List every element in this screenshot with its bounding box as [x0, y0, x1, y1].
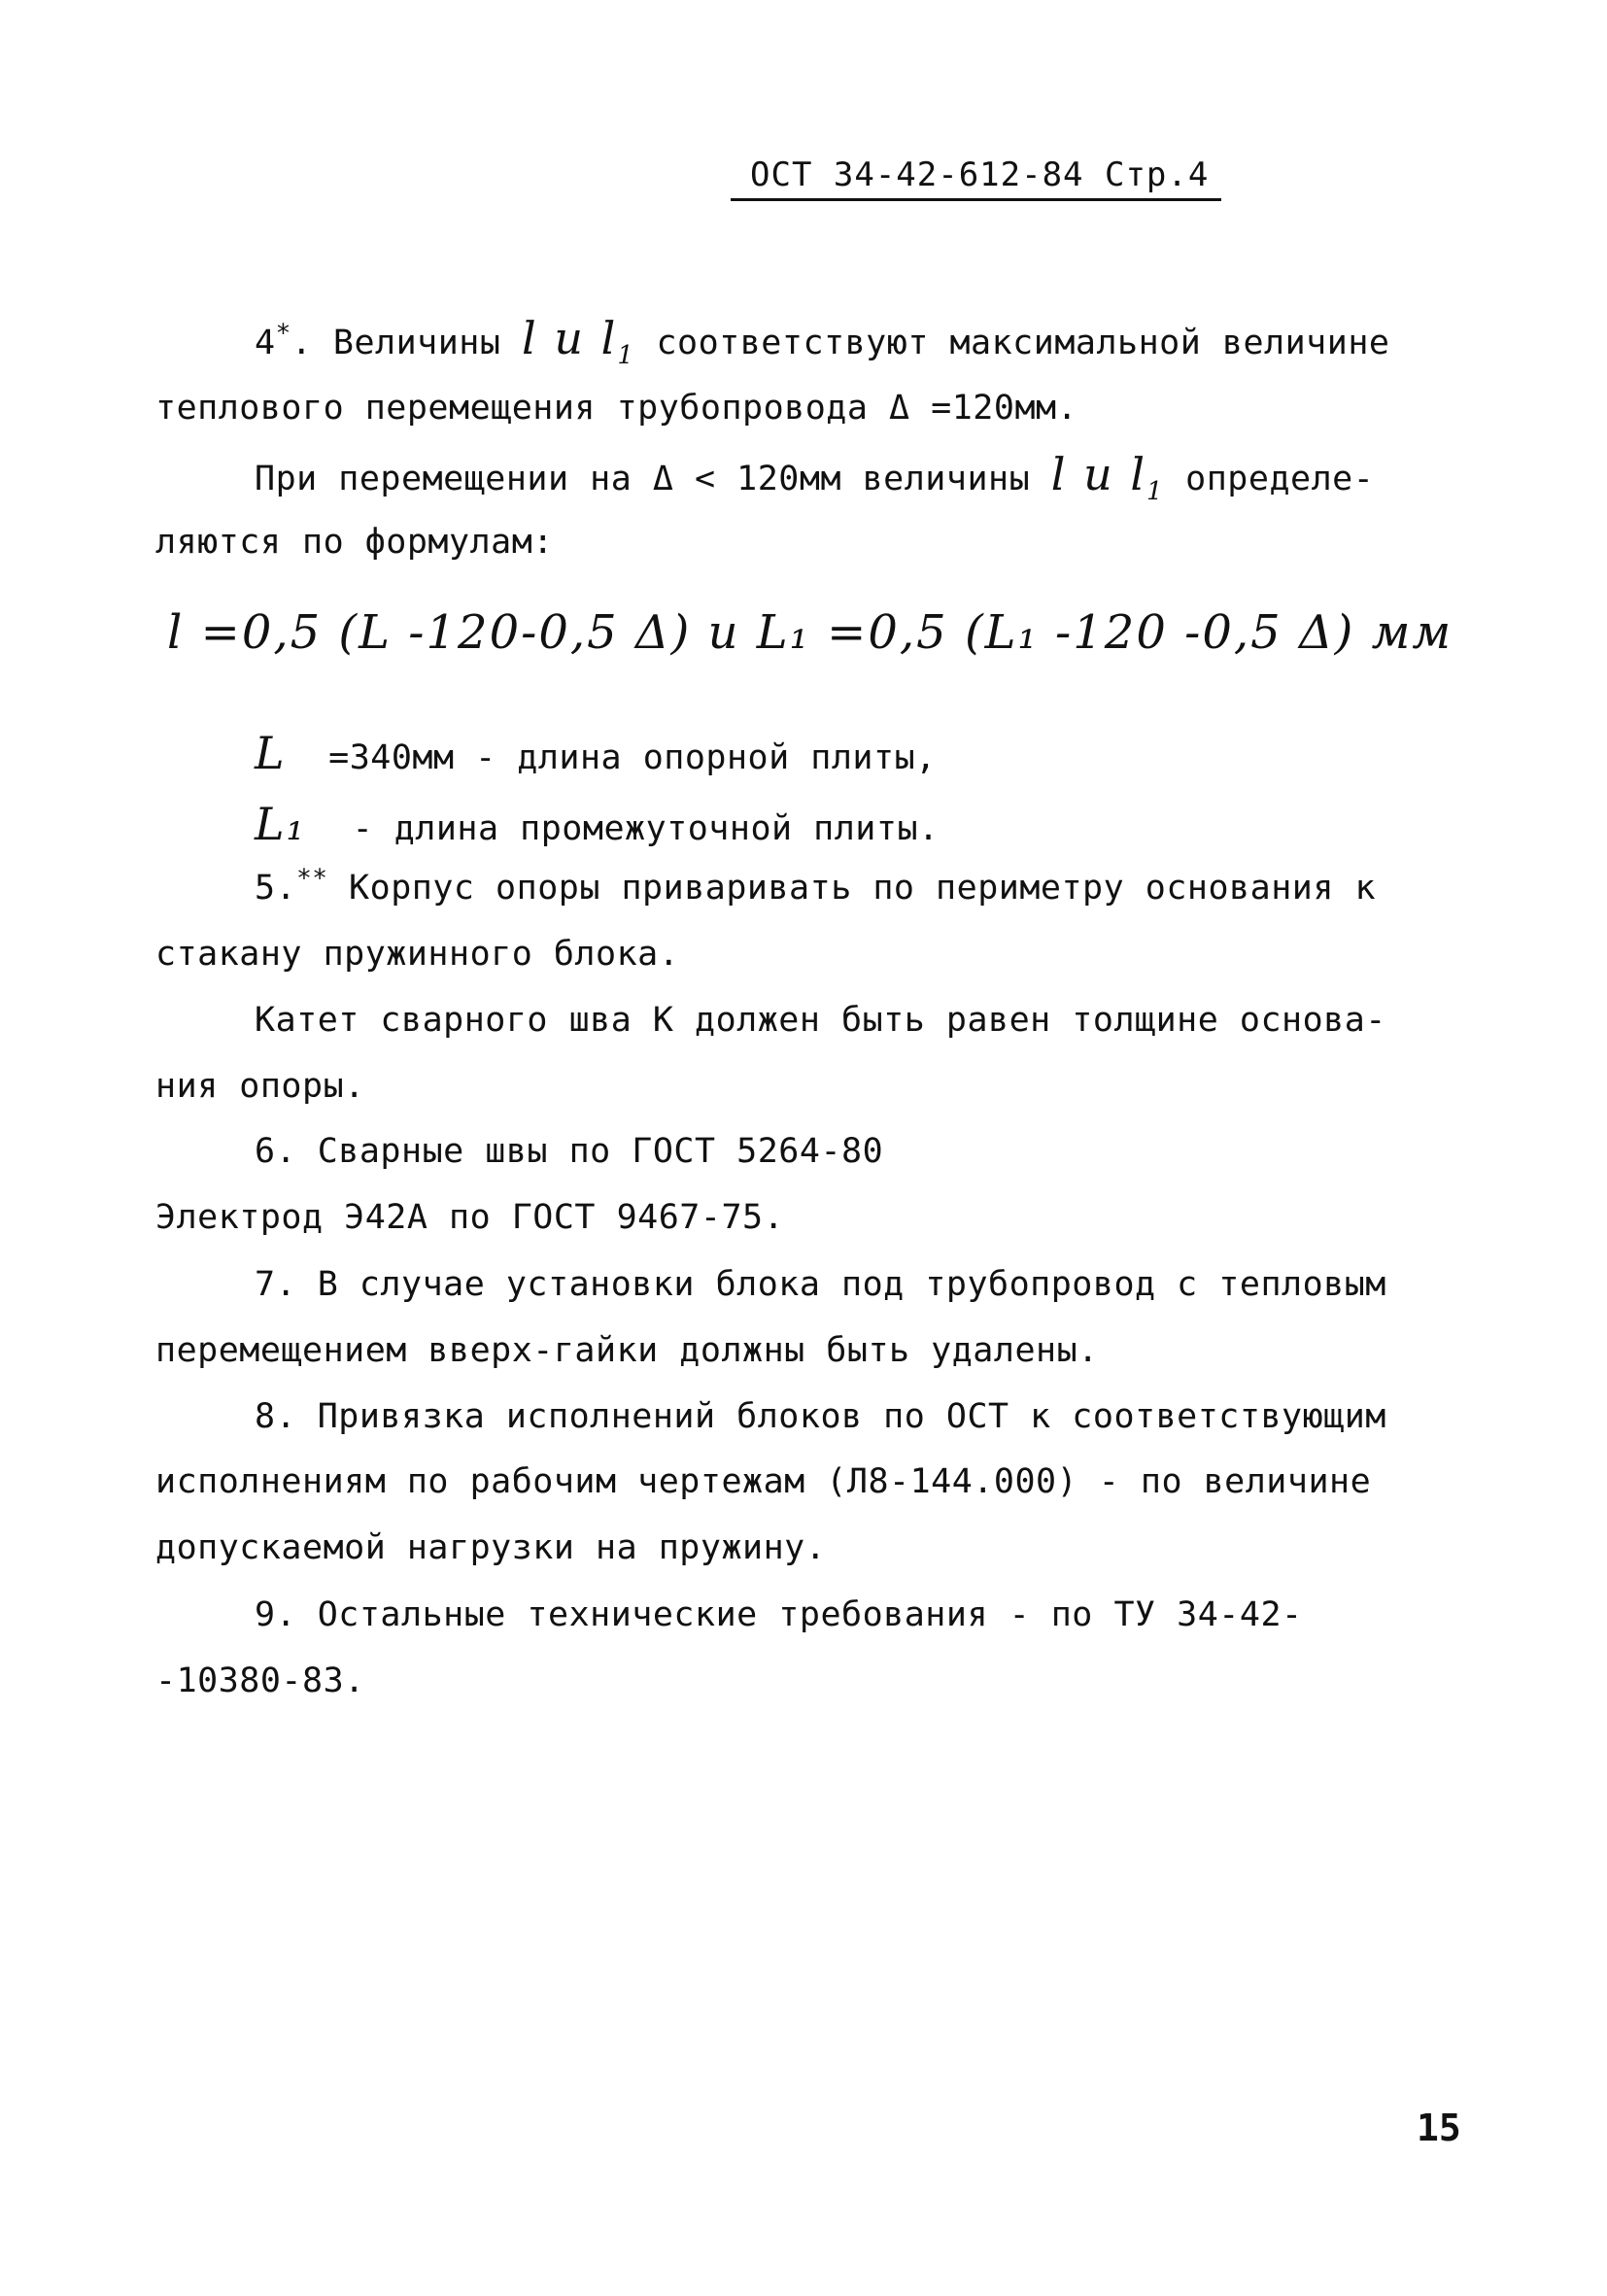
- note-6-line-2: Электрод Э42А по ГОСТ 9467-75.: [155, 1198, 785, 1237]
- note-5-asterisks: **: [296, 864, 328, 894]
- note-7-line-2: перемещением вверх-гайки должны быть удалены.: [155, 1331, 1099, 1370]
- note-8-line-1: 8. Привязка исполнений блоков по ОСТ к соответствующим: [255, 1397, 1386, 1436]
- symbol-L: L: [255, 727, 287, 779]
- note-5-number: 5.: [255, 869, 297, 908]
- note-4-asterisk: *: [275, 319, 291, 349]
- note-4-intro: . Величины: [291, 324, 501, 362]
- symbol-l-and-l1-2: l u $l_1$: [1050, 448, 1165, 507]
- note-6-line-1: 6. Сварные швы по ГОСТ 5264-80: [255, 1132, 884, 1171]
- note-4-text: соответствуют максимальной величине: [656, 324, 1390, 362]
- note-4-line-1: [255, 312, 1390, 375]
- symbol-L1: L₁: [255, 798, 306, 850]
- symbol-l-and-l1: l u $l_1$: [522, 312, 635, 371]
- note-9-line-2: -10380-83.: [155, 1662, 365, 1700]
- definition-L-text: =340мм - длина опорной плиты,: [328, 738, 937, 777]
- note-8-line-2: исполнениям по рабочим чертежам (Л8-144.000) - по величине: [155, 1462, 1372, 1501]
- note-5-text: Корпус опоры приваривать по периметру основания к: [349, 869, 1377, 908]
- definition-L: [255, 727, 937, 779]
- note-4-line-3: [255, 448, 1375, 511]
- note-4-line-3-text: При перемещении на Δ < 120мм величины: [255, 460, 1031, 498]
- document-header: ОСТ 34-42-612-84 Стр.4: [731, 155, 1221, 201]
- note-8-line-3: допускаемой нагрузки на пружину.: [155, 1528, 827, 1567]
- note-4-line-4: ляются по формулам:: [155, 523, 554, 562]
- note-9-line-1: 9. Остальные технические требования - по ТУ 34-42-: [255, 1595, 1303, 1634]
- note-5-line-4: ния опоры.: [155, 1067, 365, 1106]
- page-number: 15: [1417, 2107, 1461, 2149]
- note-4-line-2: теплового перемещения трубопровода Δ =120мм.: [155, 389, 1078, 428]
- definition-L1: [255, 798, 940, 850]
- note-4-line-3-end: определе-: [1185, 460, 1375, 498]
- note-4-number: 4: [255, 324, 276, 362]
- formula: l =0,5 (L -120-0,5 Δ) u L₁ =0,5 (L₁ -120 -0,5 Δ) мм: [167, 605, 1453, 660]
- note-5-line-3: Катет сварного шва К должен быть равен толщине основа-: [255, 1001, 1386, 1040]
- note-7-line-1: 7. В случае установки блока под трубопровод с тепловым: [255, 1265, 1386, 1304]
- note-5-line-1: [255, 864, 1377, 908]
- note-5-line-2: стакану пружинного блока.: [155, 935, 680, 974]
- definition-L1-text: - длина промежуточной плиты.: [352, 809, 940, 848]
